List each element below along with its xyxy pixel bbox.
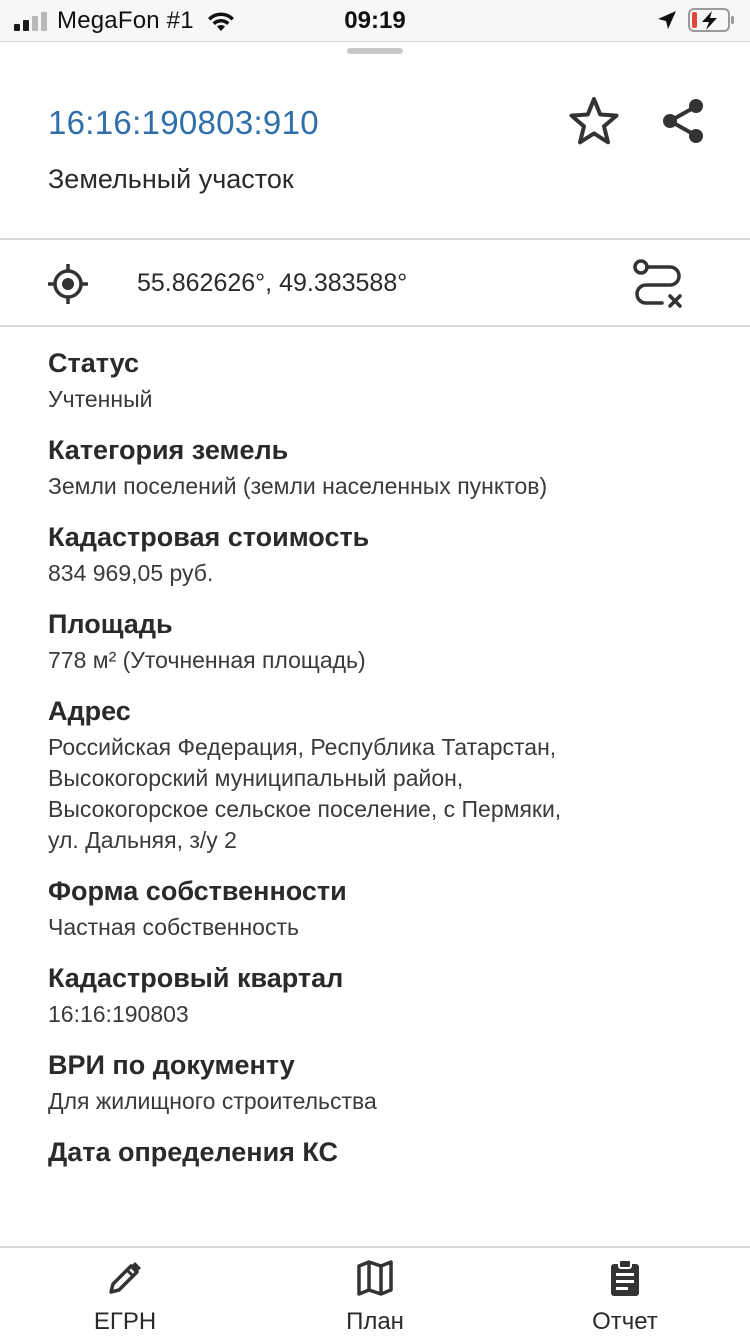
- field-value: Частная собственность: [48, 914, 299, 940]
- field-label: Кадастровая стоимость: [48, 522, 370, 552]
- status-bar: [0, 0, 750, 42]
- field-value: 16:16:190803: [48, 1001, 189, 1027]
- field-label: Адрес: [48, 696, 131, 726]
- field-label: Форма собственности: [48, 876, 347, 906]
- gps-target-icon[interactable]: [46, 262, 90, 306]
- share-icon[interactable]: [658, 96, 708, 146]
- divider: [0, 238, 750, 240]
- object-header: [0, 56, 750, 240]
- field-cadastral-quarter: [48, 961, 728, 1030]
- carrier-name: MegaFon #1: [57, 7, 194, 34]
- field-label: Статус: [48, 348, 139, 378]
- field-label: ВРИ по документу: [48, 1050, 295, 1080]
- field-value: 834 969,05 руб.: [48, 560, 214, 586]
- object-type: Земельный участок: [48, 164, 294, 194]
- battery-charging-icon: [688, 8, 736, 32]
- coordinates-text[interactable]: 55.862626°, 49.383588°: [137, 269, 408, 297]
- field-value: 778 м² (Уточненная площадь): [48, 647, 366, 673]
- field-value: Для жилищного строительства: [48, 1088, 377, 1114]
- clipboard-icon: [605, 1258, 645, 1298]
- route-icon[interactable]: [630, 257, 686, 313]
- field-status: [48, 346, 728, 415]
- field-permitted-use: [48, 1048, 728, 1117]
- field-label: Площадь: [48, 609, 173, 639]
- pencil-icon: [105, 1258, 145, 1298]
- field-label: Категория земель: [48, 435, 289, 465]
- field-address: [48, 694, 728, 856]
- field-value: Учтенный: [48, 386, 153, 412]
- tab-report[interactable]: [545, 1258, 705, 1336]
- map-icon: [355, 1258, 395, 1298]
- coordinates-row: [0, 241, 750, 326]
- sheet-grabber[interactable]: [347, 48, 403, 54]
- tab-egrn[interactable]: [45, 1258, 205, 1336]
- field-cadastral-value: [48, 520, 728, 589]
- field-valuation-date: [48, 1135, 728, 1169]
- tab-label: Отчет: [592, 1308, 658, 1335]
- property-details: [48, 328, 728, 1246]
- bottom-tab-bar: [0, 1246, 750, 1334]
- field-label: Дата определения КС: [48, 1137, 339, 1167]
- tab-label: План: [346, 1308, 404, 1335]
- favorite-star-icon[interactable]: [566, 94, 622, 150]
- field-area: [48, 607, 728, 676]
- field-label: Кадастровый квартал: [48, 963, 344, 993]
- tab-label: ЕГРН: [93, 1308, 157, 1335]
- field-land-category: [48, 433, 728, 502]
- field-value: Земли поселений (земли населенных пунктов): [48, 473, 548, 499]
- field-ownership: [48, 874, 728, 943]
- cadastral-number[interactable]: 16:16:190803:910: [48, 104, 319, 141]
- tab-plan[interactable]: [295, 1258, 455, 1336]
- field-value: Российская Федерация, Республика Татарстан, Высокогорский муниципальный район, Высокогорское сельское поселение, с Пермяки, ул. Дальняя, з/у 2: [48, 734, 562, 853]
- location-arrow-icon: [656, 9, 678, 31]
- clock: 09:19: [344, 7, 406, 34]
- divider: [0, 325, 750, 327]
